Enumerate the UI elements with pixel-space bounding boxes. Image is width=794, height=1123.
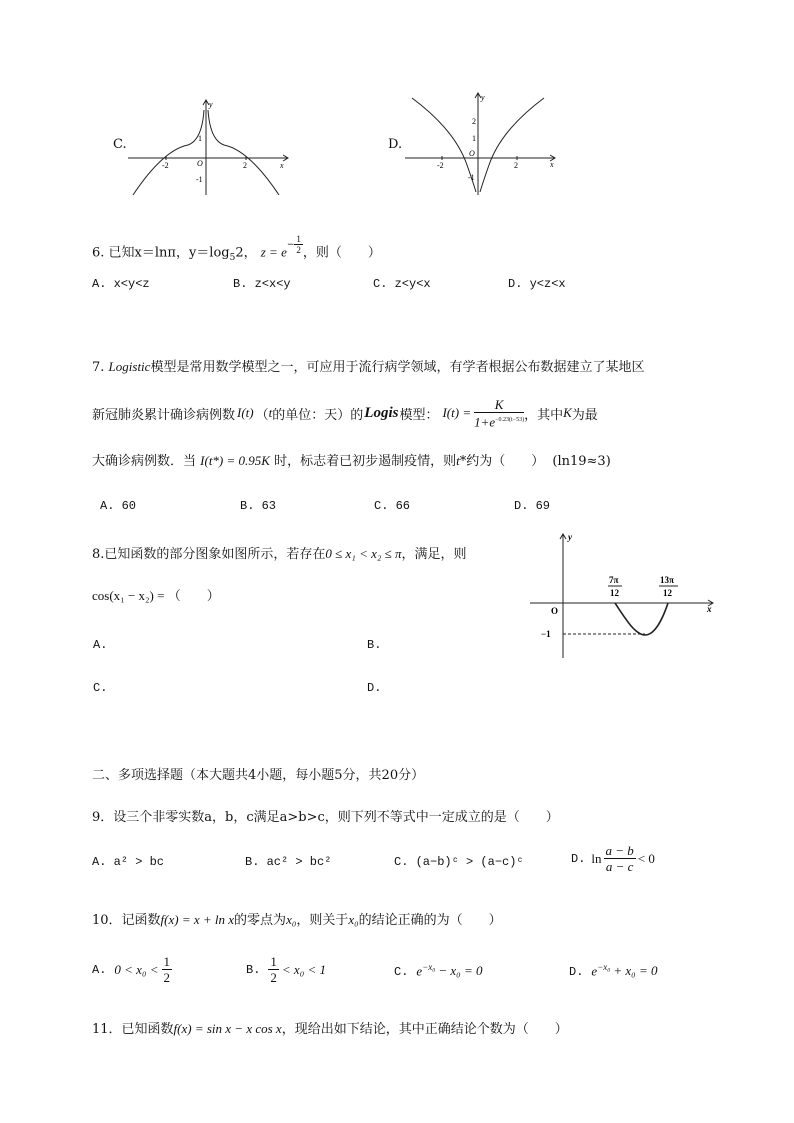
q8-graph-t1-den: 12 [610, 588, 619, 598]
q9-option-b[interactable]: B. ac² > bc² [245, 855, 332, 869]
q7-line2-f: 为最 [571, 407, 598, 423]
q7-option-d[interactable]: D. 69 [514, 499, 551, 513]
q10-option-a-frac [162, 954, 173, 985]
q7-line2-c: 的单位：天）的 [272, 407, 364, 423]
graph-d [400, 90, 565, 200]
q8-line1-text: 8.已知函数的部分图象如图所示，若存在 [92, 547, 326, 562]
q10-fx: f(x) = x + ln x [160, 912, 235, 927]
q6-option-a[interactable]: A. x<y<z [92, 277, 150, 291]
q7-line3 [92, 450, 611, 469]
graph-c-tick-2: 2 [243, 161, 247, 170]
q6-stem [92, 234, 381, 263]
q8-option-a[interactable]: A. [93, 638, 108, 652]
graph-c-tick-neg2: -2 [162, 161, 169, 170]
q6-stem-mid: 2， [235, 245, 257, 261]
q8-line1 [92, 543, 467, 562]
q9-option-d-label: D. [571, 851, 586, 866]
q9-option-d-den: a − c [605, 859, 634, 874]
graph-c-tick-yneg1: -1 [196, 175, 203, 184]
q8-line2: cos(x₁ − x₂) = （ ） [92, 588, 220, 603]
q7-line2-d: 模型： [399, 407, 439, 423]
q10-stem-b: 的零点为 [234, 913, 287, 928]
q7-formula-lhs: I(t) = [442, 405, 472, 420]
q8-line1-b: ，满足，则 [401, 547, 467, 562]
graph-c-origin: O [197, 159, 203, 168]
q8-graph-curve [615, 603, 668, 635]
q9-stem: 9．设三个非零实数a，b，c满足a>b>c，则下列不等式中一定成立的是（ ） [92, 810, 559, 825]
q7-option-c[interactable]: C. 66 [374, 499, 411, 513]
q7-option-a[interactable]: A. 60 [100, 499, 137, 513]
q9-option-d-post: < 0 [637, 850, 655, 866]
q8-condition: 0 ≤ x₁ < x₂ ≤ π [325, 546, 402, 561]
q11-stem-b: ，现给出如下结论，其中正确结论个数为（ ） [281, 1022, 568, 1037]
q11-stem-a: 11．已知函数 [92, 1022, 174, 1037]
q7-line1 [92, 356, 644, 375]
graph-d-curve-right [480, 98, 544, 192]
q10-option-d-tail: + x₀ = 0 [613, 963, 658, 979]
q9-option-d-num: a − b [605, 843, 634, 858]
q7-number: 7. [92, 360, 105, 375]
q6-stem-suffix: ，则（ ） [302, 245, 381, 261]
q10-x0-2: x₀ [348, 912, 359, 927]
q6-exp-num: 1 [296, 234, 301, 244]
option-d-label: D. [388, 137, 403, 152]
q9-option-d-frac [604, 843, 636, 874]
graph-c-curve-right [208, 110, 279, 195]
q6-exp-den: 2 [296, 245, 301, 255]
q7-line3-c: *约为（ ） [459, 454, 545, 469]
q10-option-d[interactable] [569, 962, 657, 979]
graph-d-tick-2: 2 [514, 161, 518, 170]
q6-z-expr: z = e [260, 244, 287, 260]
q10-option-b-frac [268, 954, 279, 985]
section-2-title: 二、多项选择题（本大题共4小题，每小题5分，共20分） [92, 768, 425, 783]
q7-logis-bold: Logis [364, 404, 399, 421]
q10-option-d-label: D. [569, 965, 584, 980]
q7-line2-b: （ [255, 407, 269, 423]
q7-t: t [268, 405, 273, 420]
q8-graph-neg1: −1 [541, 629, 551, 639]
q7-formula-den [474, 413, 524, 429]
q10-option-c-label: C. [394, 965, 409, 980]
q7-tstar: t [456, 453, 460, 468]
q8-graph [525, 528, 720, 663]
q7-line2 [92, 393, 598, 433]
graph-d-tick-y1: 1 [472, 134, 476, 143]
q6-option-b[interactable]: B. z<x<y [233, 277, 291, 291]
q10-option-a-expr: 0 < x₀ < [114, 961, 159, 977]
graph-c-tick-y1: 1 [198, 134, 202, 143]
q7-line2-a: 新冠肺炎累计确诊病例数 [92, 407, 236, 423]
q8-graph-y-label: y [568, 532, 572, 542]
q7-hint: (ln19≈3) [552, 454, 611, 469]
q10-option-b[interactable] [246, 954, 326, 985]
q9-option-d[interactable] [571, 843, 655, 874]
graph-d-tick-yneg1: -1 [468, 173, 475, 182]
q7-formula-num: K [474, 397, 524, 413]
q9-option-a[interactable]: A. a² > bc [92, 855, 165, 869]
graph-c-curve-left [133, 110, 204, 195]
q10-option-c-tail: − x₀ = 0 [438, 963, 483, 979]
graph-c-y-label: y [209, 100, 213, 109]
q9-option-c[interactable]: C. (a−b)ᶜ > (a−c)ᶜ [394, 855, 524, 869]
q10-option-b-num: 1 [270, 954, 277, 969]
q9-option-d-ln: ln [591, 850, 602, 866]
q11-stem [92, 1018, 568, 1037]
graph-d-tick-neg2: -2 [437, 161, 444, 170]
q10-stem-a: 10．记函数 [92, 913, 161, 928]
q7-formula-frac [474, 397, 524, 429]
graph-d-x-label: x [550, 160, 554, 169]
q6-option-d[interactable]: D. y<z<x [508, 277, 566, 291]
q10-option-a-label: A. [92, 962, 107, 977]
graph-d-origin: O [469, 149, 475, 158]
q10-stem-c: ，则关于 [296, 913, 349, 928]
q8-graph-origin: O [551, 606, 559, 616]
q7-line3-a: 大确诊病例数．当 [92, 454, 197, 469]
graph-d-tick-y2: 2 [472, 117, 476, 126]
q7-line2-e: ，其中 [524, 407, 564, 423]
q8-graph-t2-num: 13π [660, 575, 674, 585]
q7-condition: I(t*) = 0.95K [200, 453, 270, 468]
q10-option-a-den: 2 [163, 970, 170, 985]
q6-option-c[interactable]: C. z<y<x [373, 277, 431, 291]
q10-option-c-exp: −x₀ [422, 962, 436, 972]
q6-exp-sign: − [286, 240, 295, 250]
option-c-label: C. [113, 137, 127, 152]
q10-option-d-base: e [591, 963, 598, 979]
q10-option-c-base: e [416, 963, 423, 979]
q10-option-b-den: 2 [270, 970, 277, 985]
q8-option-c[interactable]: C. [93, 681, 108, 695]
q7-line3-b: 时，标志着已初步遏制疫情，则 [274, 454, 457, 469]
q7-line1-text: 模型是常用数学模型之一，可应用于流行病学领域，有学者根据公布数据建立了某地区 [150, 360, 645, 375]
q10-x0: x₀ [286, 912, 297, 927]
q10-option-a-num: 1 [163, 954, 170, 969]
q6-stem-prefix: 6. 已知x＝lnπ，y＝log [92, 245, 230, 261]
q7-option-b[interactable]: B. 63 [240, 499, 277, 513]
q10-stem [92, 909, 502, 928]
q7-formula-den-base: 1+e [474, 414, 496, 430]
q7-formula-den-exp: −0.23(t−53) [495, 416, 525, 423]
q6-log-base: 5 [229, 252, 236, 263]
graph-d-y-label: y [481, 93, 485, 102]
graph-c [118, 95, 298, 200]
q7-K: K [563, 405, 572, 420]
q8-option-b[interactable]: B. [367, 638, 382, 652]
graph-c-x-label: x [280, 161, 284, 170]
q8-graph-t2-den: 12 [663, 588, 672, 598]
q11-fx: f(x) = sin x − x cos x [173, 1021, 282, 1036]
q8-option-d[interactable]: D. [367, 681, 382, 695]
q8-graph-t1-num: 7π [609, 575, 619, 585]
q7-logistic: Logistic [108, 359, 151, 374]
q10-option-c[interactable] [394, 962, 482, 979]
q7-It: I(t) [237, 405, 254, 420]
q10-option-b-expr: < x₀ < 1 [281, 961, 326, 977]
q10-stem-d: 的结论正确的为（ ） [358, 913, 502, 928]
q8-graph-x-label: x [707, 604, 712, 614]
graph-d-curve-left [412, 98, 476, 192]
q6-exponent [286, 234, 303, 255]
q10-option-a[interactable] [92, 954, 172, 985]
q10-option-b-label: B. [246, 962, 261, 977]
q10-option-d-exp: −x₀ [597, 962, 611, 972]
